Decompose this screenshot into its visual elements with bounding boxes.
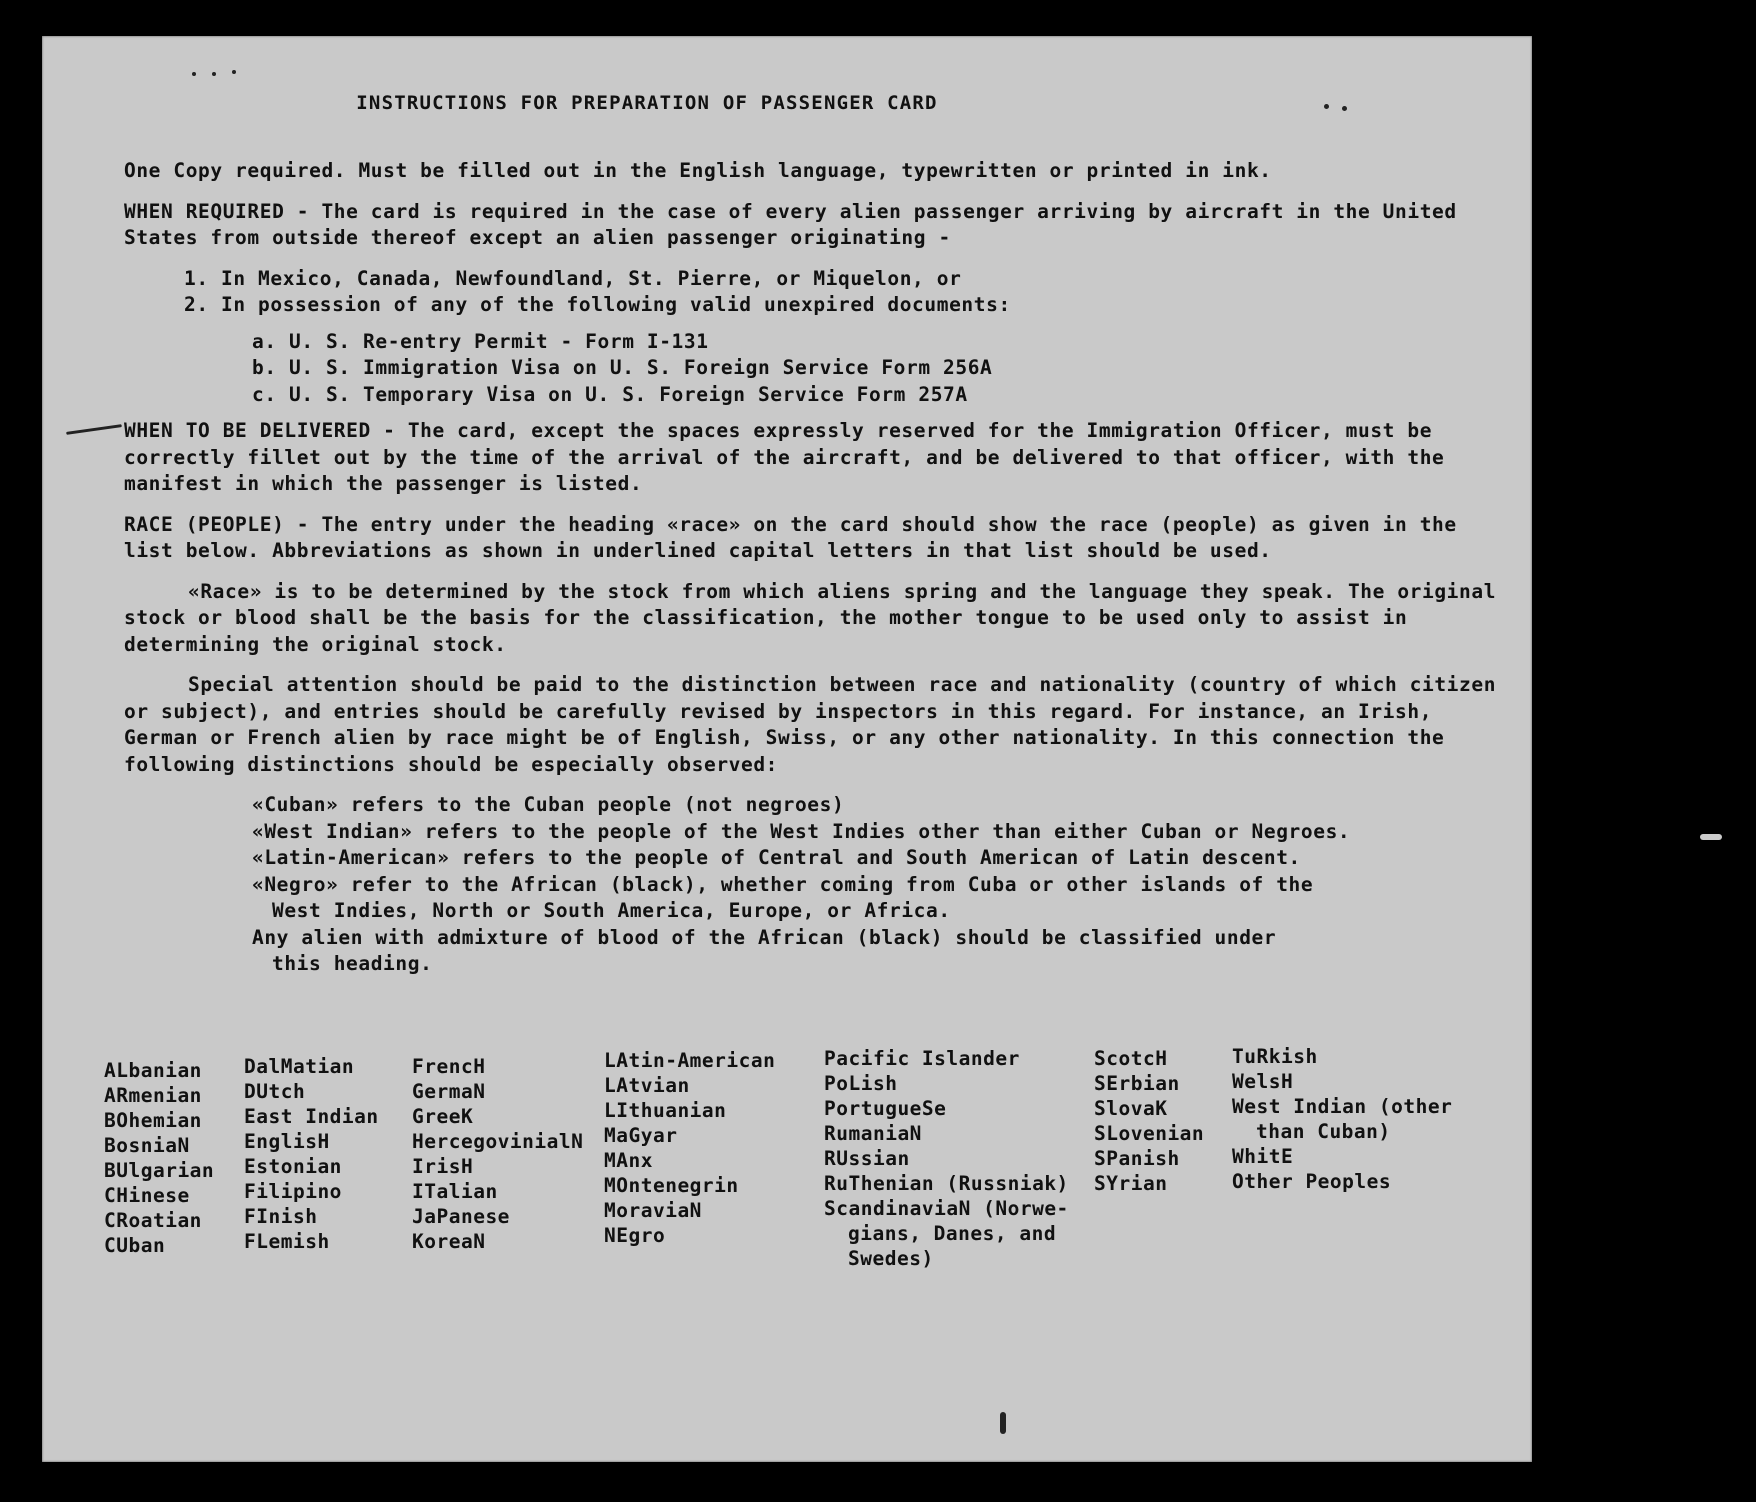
race-column-3 [412, 1054, 583, 1254]
race-item: SPanish [1094, 1147, 1180, 1170]
race-item: gians, Danes, and [848, 1222, 1057, 1245]
race-item: SErbian [1094, 1072, 1180, 1095]
race-item: MAnx [604, 1149, 653, 1172]
scan-mark [1000, 1412, 1006, 1434]
definition-item: «Latin-American» refers to the people of Central and South American of Latin descent. [252, 846, 1301, 869]
race-item: IrisH [412, 1155, 474, 1178]
scan-mark [1700, 834, 1722, 840]
race-item: CRoatian [104, 1209, 202, 1232]
race-item: SLovenian [1094, 1122, 1205, 1145]
instructions-body [124, 158, 1504, 978]
race-item: Swedes) [848, 1247, 934, 1270]
definitions-list [252, 792, 1504, 978]
race-item: LIthuanian [604, 1099, 727, 1122]
list-item: a. U. S. Re-entry Permit - Form I-131 [252, 329, 709, 353]
race-item: ScandinaviaN (Norwe- [824, 1197, 1069, 1220]
race-item: MaGyar [604, 1124, 678, 1147]
race-item: Pacific Islander [824, 1047, 1020, 1070]
scan-speck [232, 70, 236, 74]
race-item: RumaniaN [824, 1122, 922, 1145]
definition-item: Any alien with admixture of blood of the African (black) should be classified under [252, 925, 1277, 949]
race-determined-paragraph: «Race» is to be determined by the stock from which aliens spring and the language they speak. The original stock or blood shall be the basis for the classification, the mother tongue to be used only to assist in determining the original stock. [124, 579, 1497, 656]
race-item: PortugueSe [824, 1097, 947, 1120]
list-item: 1. In Mexico, Canada, Newfoundland, St. Pierre, or Miquelon, or [184, 266, 962, 290]
race-item: FInish [244, 1205, 318, 1228]
race-item: DalMatian [244, 1055, 355, 1078]
definition-item: «West Indian» refers to the people of the West Indies other than either Cuban or Negroes. [252, 819, 1351, 843]
definition-item: West Indies, North or South America, Europe, or Africa. [272, 899, 951, 922]
race-item: BUlgarian [104, 1159, 215, 1182]
race-column-5 [824, 1046, 1069, 1271]
scan-speck [192, 72, 196, 76]
race-item: PoLish [824, 1072, 898, 1095]
scan-speck [1342, 106, 1347, 111]
race-item: West Indian (other [1232, 1095, 1453, 1118]
race-item: SYrian [1094, 1172, 1168, 1195]
race-item: LAtvian [604, 1074, 690, 1097]
race-item: RUssian [824, 1147, 910, 1170]
race-item: HercegovinialN [412, 1130, 584, 1153]
when-delivered-paragraph: WHEN TO BE DELIVERED - The card, except the spaces expressly reserved for the Immigration Officer, must be correctly fillet out by the time of the arrival of the aircraft, and be delivered to that officer, with the manifest in which the passenger is listed. [124, 419, 1445, 495]
race-column-6 [1094, 1046, 1204, 1196]
race-item: CUban [104, 1234, 166, 1257]
race-item: DUtch [244, 1080, 306, 1103]
race-item: ITalian [412, 1180, 498, 1203]
race-item: Other Peoples [1232, 1170, 1392, 1193]
race-column-2 [244, 1054, 379, 1254]
race-item: WelsH [1232, 1070, 1294, 1093]
race-item: FLemish [244, 1230, 330, 1253]
race-paragraph: RACE (PEOPLE) - The entry under the heading «race» on the card should show the race (people) as given in the list below. Abbreviations as shown in underlined capital letters in that list should be used. [124, 512, 1457, 562]
race-item: LAtin-American [604, 1049, 776, 1072]
race-item: NEgro [604, 1224, 666, 1247]
scan-speck [212, 72, 216, 76]
when-required-paragraph: WHEN REQUIRED - The card is required in the case of every alien passenger arriving by aircraft in the United States from outside thereof except an alien passenger originating - [124, 199, 1457, 249]
race-item: EnglisH [244, 1130, 330, 1153]
race-item: MOntenegrin [604, 1174, 739, 1197]
race-item: ARmenian [104, 1084, 202, 1107]
race-item: East Indian [244, 1105, 379, 1128]
race-item: MoraviaN [604, 1199, 702, 1222]
documents-list [252, 329, 1504, 409]
document-page [42, 36, 1532, 1462]
race-item: KoreaN [412, 1230, 486, 1253]
list-item: c. U. S. Temporary Visa on U. S. Foreign Service Form 257A [252, 382, 968, 406]
origin-exception-list [184, 266, 1504, 319]
list-item: b. U. S. Immigration Visa on U. S. Foreign Service Form 256A [252, 356, 993, 379]
race-item: JaPanese [412, 1205, 510, 1228]
document-title: INSTRUCTIONS FOR PREPARATION OF PASSENGER CARD [356, 92, 938, 114]
list-item: 2. In possession of any of the following valid unexpired documents: [184, 293, 1011, 316]
race-item: GreeK [412, 1105, 474, 1128]
race-item: WhitE [1232, 1145, 1294, 1168]
race-item: SlovaK [1094, 1097, 1168, 1120]
race-item: GermaN [412, 1080, 486, 1103]
race-item: BOhemian [104, 1109, 202, 1132]
race-item: RuThenian (Russniak) [824, 1172, 1069, 1195]
race-item: CHinese [104, 1184, 190, 1207]
race-column-4 [604, 1048, 775, 1248]
race-column-1 [104, 1058, 214, 1258]
race-item: Estonian [244, 1155, 342, 1178]
intro-paragraph: One Copy required. Must be filled out in the English language, typewritten or printed in ink. [124, 159, 1272, 182]
race-item: ALbanian [104, 1059, 202, 1082]
race-item: ScotcH [1094, 1047, 1168, 1070]
definition-item: «Negro» refer to the African (black), whether coming from Cuba or other islands of the [252, 872, 1314, 896]
race-item: BosniaN [104, 1134, 190, 1157]
special-attention-paragraph: Special attention should be paid to the distinction between race and nationality (country of which citizen or subject), and entries should be carefully revised by inspectors in this regard. For instance, an Irish, German or French alien by race might be of English, Swiss, or any other nationality. In this connection the following distinctions should be especially observed: [124, 673, 1497, 776]
definition-item: this heading. [272, 952, 433, 975]
definition-item: «Cuban» refers to the Cuban people (not negroes) [252, 793, 845, 816]
race-item: TuRkish [1232, 1045, 1318, 1068]
scan-speck [1324, 104, 1329, 109]
scan-mark [66, 424, 122, 435]
race-item: FrencH [412, 1055, 486, 1078]
race-column-7 [1232, 1044, 1452, 1194]
race-item: Filipino [244, 1180, 342, 1203]
race-item: than Cuban) [1256, 1120, 1391, 1143]
